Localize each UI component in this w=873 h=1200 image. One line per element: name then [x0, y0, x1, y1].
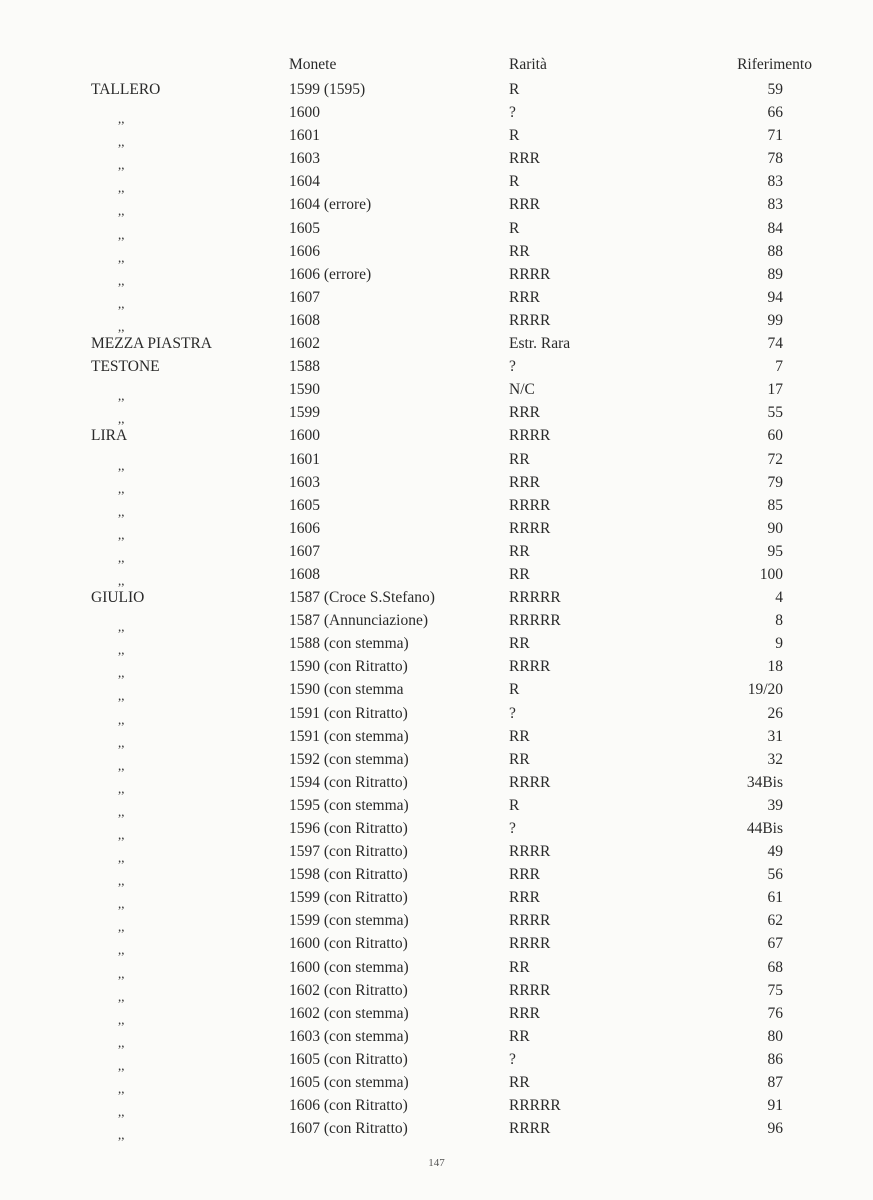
coin-date: 1606: [289, 242, 320, 260]
coin-rarity: RRRRR: [509, 1097, 561, 1115]
coin-rarity: RRR: [509, 404, 541, 422]
ditto-mark: ,,: [118, 295, 125, 311]
coin-reference: 99: [767, 311, 783, 329]
table-row: [0, 680, 873, 703]
coin-reference: 59: [767, 81, 783, 98]
header-riferimento: Riferimento: [737, 56, 812, 73]
ditto-mark: ,,: [118, 642, 125, 658]
coin-rarity: ?: [509, 1050, 516, 1068]
coin-reference: 84: [767, 219, 783, 237]
coin-reference: 56: [767, 866, 783, 884]
table-row: [0, 819, 873, 842]
ditto-mark: ,,: [118, 157, 125, 173]
ditto-mark: ,,: [118, 873, 125, 889]
coin-date: 1591 (con Ritratto): [289, 704, 408, 722]
coin-date: 1599 (1595): [289, 81, 366, 98]
table-row: [0, 126, 873, 149]
coin-rarity: R: [509, 681, 520, 699]
ditto-mark: ,,: [118, 1127, 125, 1143]
coin-reference: 18: [767, 658, 783, 676]
coin-rarity: RRRR: [509, 427, 551, 445]
ditto-mark: ,,: [118, 757, 125, 773]
coin-rarity: RRR: [509, 866, 541, 884]
coin-date: 1605 (con Ritratto): [289, 1050, 408, 1068]
table-row: [0, 611, 873, 634]
ditto-mark: ,,: [118, 688, 125, 704]
ditto-mark: ,,: [118, 919, 125, 935]
page-number: 147: [428, 1157, 445, 1169]
coin-rarity: RR: [509, 635, 530, 653]
table-row: [0, 496, 873, 519]
coin-rarity: R: [509, 219, 520, 237]
ditto-mark: ,,: [118, 480, 125, 496]
coin-reference: 79: [767, 473, 783, 491]
coin-rarity: RR: [509, 1074, 530, 1092]
table-row: [0, 958, 873, 981]
coin-date: 1603: [289, 150, 320, 168]
coin-type: TALLERO: [91, 81, 161, 98]
coin-date: 1607: [289, 542, 320, 560]
table-row: [0, 426, 873, 449]
coin-reference: 76: [767, 1004, 783, 1022]
ditto-mark: ,,: [118, 226, 125, 242]
coin-date: 1592 (con stemma): [289, 750, 409, 768]
ditto-mark: ,,: [118, 388, 125, 404]
coin-date: 1603 (con stemma): [289, 1027, 409, 1045]
ditto-mark: ,,: [118, 988, 125, 1004]
table-row: [0, 80, 873, 103]
coin-reference: 62: [767, 912, 783, 930]
coin-rarity: RRR: [509, 288, 541, 306]
table-row: [0, 403, 873, 426]
coin-rarity: RRR: [509, 889, 541, 907]
table-row: [0, 519, 873, 542]
ditto-mark: ,,: [118, 180, 125, 196]
coin-date: 1608: [289, 565, 320, 583]
coin-rarity: R: [509, 127, 520, 145]
table-row: [0, 1119, 873, 1142]
coin-rarity: RR: [509, 750, 530, 768]
coin-date: 1595 (con stemma): [289, 796, 409, 814]
coin-reference: 44Bis: [746, 820, 783, 837]
ditto-mark: ,,: [118, 249, 125, 265]
coin-rarity: R: [509, 173, 520, 191]
ditto-mark: ,,: [118, 850, 125, 866]
table-row: [0, 288, 873, 311]
table-row: [0, 888, 873, 911]
ditto-mark: ,,: [118, 411, 125, 427]
coin-reference: 78: [767, 150, 783, 168]
coin-reference: 91: [767, 1097, 783, 1115]
coin-rarity: RR: [509, 242, 530, 260]
ditto-mark: ,,: [118, 734, 125, 750]
coin-reference: 68: [767, 958, 783, 976]
coin-reference: 89: [767, 265, 783, 283]
coin-reference: 66: [767, 104, 783, 122]
coin-date: 1605: [289, 219, 320, 237]
coin-reference: 71: [767, 127, 783, 145]
ditto-mark: ,,: [118, 134, 125, 150]
table-row: [0, 219, 873, 242]
ditto-mark: ,,: [118, 111, 125, 127]
coin-reference: 17: [767, 381, 783, 399]
table-row: [0, 103, 873, 126]
coin-reference: 60: [767, 427, 783, 445]
ditto-mark: ,,: [118, 572, 125, 588]
coin-reference: 75: [767, 981, 783, 999]
table-row: [0, 542, 873, 565]
coin-date: 1603: [289, 473, 320, 491]
coin-date: 1596 (con Ritratto): [289, 820, 408, 837]
coin-rarity: ?: [509, 820, 516, 837]
coin-rarity: RR: [509, 727, 530, 745]
table-row: [0, 565, 873, 588]
table-row: [0, 634, 873, 657]
coin-rarity: RRRR: [509, 935, 551, 953]
ditto-mark: ,,: [118, 526, 125, 542]
coin-rarity: RRRR: [509, 311, 551, 329]
table-row: [0, 865, 873, 888]
coin-rarity: RRRR: [509, 981, 551, 999]
coin-type: TESTONE: [91, 358, 160, 376]
ditto-mark: ,,: [118, 780, 125, 796]
coin-reference: 61: [767, 889, 783, 907]
table-row: [0, 981, 873, 1004]
coin-date: 1606 (errore): [289, 265, 372, 283]
coin-date: 1606 (con Ritratto): [289, 1097, 408, 1115]
coin-date: 1594 (con Ritratto): [289, 773, 408, 791]
coin-reference: 80: [767, 1027, 783, 1045]
coin-date: 1590 (con stemma: [289, 681, 404, 699]
coin-rarity: RRRRR: [509, 612, 561, 630]
table-row: [0, 1004, 873, 1027]
coin-date: 1590: [289, 381, 320, 399]
table-row: [0, 588, 873, 611]
coin-date: 1605: [289, 496, 320, 514]
coin-date: 1600: [289, 104, 320, 122]
table-row: [0, 1027, 873, 1050]
coin-rarity: RRRR: [509, 658, 551, 676]
table-row: [0, 911, 873, 934]
table-row: [0, 934, 873, 957]
ditto-mark: ,,: [118, 503, 125, 519]
table-row: [0, 1050, 873, 1073]
table-row: [0, 727, 873, 750]
coin-date: 1605 (con stemma): [289, 1074, 409, 1092]
table-row: [0, 796, 873, 819]
coin-rarity: RRR: [509, 150, 541, 168]
coin-rarity: RRRR: [509, 496, 551, 514]
coin-date: 1588: [289, 358, 320, 376]
ditto-mark: ,,: [118, 318, 125, 334]
ditto-mark: ,,: [118, 1011, 125, 1027]
coin-reference: 34Bis: [746, 773, 783, 791]
coin-rarity: RRRRR: [509, 589, 561, 607]
table-row: [0, 473, 873, 496]
table-row: [0, 704, 873, 727]
coin-date: 1600: [289, 427, 320, 445]
coin-rarity: RRRR: [509, 265, 551, 283]
table-row: [0, 657, 873, 680]
coin-reference: 88: [767, 242, 783, 260]
coin-reference: 39: [767, 796, 783, 814]
coin-reference: 87: [767, 1074, 783, 1092]
coin-reference: 49: [767, 843, 783, 861]
ditto-mark: ,,: [118, 203, 125, 219]
coin-reference: 55: [767, 404, 783, 422]
table-row: [0, 172, 873, 195]
coin-date: 1601: [289, 127, 320, 145]
coin-date: 1598 (con Ritratto): [289, 866, 408, 884]
ditto-mark: ,,: [118, 272, 125, 288]
coin-reference: 9: [775, 635, 783, 653]
table-row: [0, 750, 873, 773]
table-row: [0, 1073, 873, 1096]
coin-reference: 72: [767, 450, 783, 468]
coin-rarity: RRR: [509, 196, 541, 214]
coin-date: 1588 (con stemma): [289, 635, 409, 653]
coin-rarity: RR: [509, 542, 530, 560]
table-row: [0, 357, 873, 380]
coin-rarity: RRRR: [509, 519, 551, 537]
coin-rarity: RRRR: [509, 773, 551, 791]
coin-reference: 74: [767, 335, 783, 353]
ditto-mark: ,,: [118, 827, 125, 842]
ditto-mark: ,,: [118, 942, 125, 958]
coin-rarity: R: [509, 796, 520, 814]
coin-date: 1606: [289, 519, 320, 537]
coin-rarity: ?: [509, 358, 516, 376]
table-row: [0, 1096, 873, 1119]
coin-date: 1590 (con Ritratto): [289, 658, 408, 676]
coin-rarity: RRR: [509, 1004, 541, 1022]
ditto-mark: ,,: [118, 711, 125, 727]
ditto-mark: ,,: [118, 549, 125, 565]
coin-rarity: ?: [509, 104, 516, 122]
coin-reference: 4: [775, 589, 783, 607]
coin-reference: 85: [767, 496, 783, 514]
coin-reference: 7: [775, 358, 783, 376]
coin-rarity: RR: [509, 565, 530, 583]
coin-date: 1599 (con Ritratto): [289, 889, 408, 907]
ditto-mark: ,,: [118, 665, 125, 681]
coin-reference: 100: [759, 565, 783, 583]
coin-rarity: ?: [509, 704, 516, 722]
coin-rarity: N/C: [509, 381, 535, 399]
coin-rarity: RR: [509, 450, 530, 468]
coin-reference: 8: [775, 612, 783, 630]
coin-date: 1604: [289, 173, 320, 191]
coin-type: MEZZA PIASTRA: [91, 335, 212, 353]
coin-table: [0, 80, 873, 1142]
coin-rarity: RR: [509, 1027, 530, 1045]
coin-reference: 94: [767, 288, 783, 306]
header-monete: Monete: [289, 56, 337, 73]
table-row: [0, 334, 873, 357]
coin-reference: 26: [767, 704, 783, 722]
table-row: [0, 265, 873, 288]
coin-type: GIULIO: [91, 589, 145, 607]
coin-date: 1602: [289, 335, 320, 353]
coin-date: 1608: [289, 311, 320, 329]
table-header: [0, 56, 873, 76]
ditto-mark: ,,: [118, 1104, 125, 1120]
coin-reference: 31: [767, 727, 783, 745]
coin-date: 1602 (con Ritratto): [289, 981, 408, 999]
coin-rarity: RRRR: [509, 912, 551, 930]
ditto-mark: ,,: [118, 1081, 125, 1097]
coin-date: 1604 (errore): [289, 196, 372, 214]
coin-reference: 83: [767, 196, 783, 214]
coin-rarity: RR: [509, 958, 530, 976]
coin-rarity: RRR: [509, 473, 541, 491]
coin-reference: 90: [767, 519, 783, 537]
table-row: [0, 450, 873, 473]
coin-rarity: R: [509, 81, 520, 98]
coin-reference: 86: [767, 1050, 783, 1068]
coin-date: 1587 (Annunciazione): [289, 612, 429, 630]
table-row: [0, 380, 873, 403]
coin-rarity: RRRR: [509, 843, 551, 861]
table-row: [0, 311, 873, 334]
coin-rarity: Estr. Rara: [509, 335, 571, 353]
coin-reference: 83: [767, 173, 783, 191]
coin-date: 1600 (con stemma): [289, 958, 409, 976]
coin-reference: 19/20: [747, 681, 783, 699]
coin-reference: 67: [767, 935, 783, 953]
coin-date: 1599: [289, 404, 320, 422]
table-row: [0, 773, 873, 796]
ditto-mark: ,,: [118, 457, 125, 473]
coin-reference: 95: [767, 542, 783, 560]
coin-rarity: RRRR: [509, 1120, 551, 1138]
coin-date: 1597 (con Ritratto): [289, 843, 408, 861]
table-row: [0, 842, 873, 865]
ditto-mark: ,,: [118, 896, 125, 912]
ditto-mark: ,,: [118, 1057, 125, 1073]
coin-date: 1587 (Croce S.Stefano): [289, 589, 435, 607]
ditto-mark: ,,: [118, 803, 125, 819]
coin-reference: 96: [767, 1120, 783, 1138]
coin-date: 1607 (con Ritratto): [289, 1120, 408, 1138]
coin-date: 1591 (con stemma): [289, 727, 409, 745]
coin-date: 1601: [289, 450, 320, 468]
coin-type: LIRA: [91, 427, 128, 445]
ditto-mark: ,,: [118, 965, 125, 981]
table-row: [0, 149, 873, 172]
coin-reference: 32: [767, 750, 783, 768]
ditto-mark: ,,: [118, 1034, 125, 1050]
ditto-mark: ,,: [118, 619, 125, 635]
table-row: [0, 195, 873, 218]
coin-date: 1600 (con Ritratto): [289, 935, 408, 953]
header-rarita: Rarità: [509, 56, 547, 73]
coin-date: 1599 (con stemma): [289, 912, 409, 930]
table-row: [0, 242, 873, 265]
coin-date: 1602 (con stemma): [289, 1004, 409, 1022]
coin-date: 1607: [289, 288, 320, 306]
